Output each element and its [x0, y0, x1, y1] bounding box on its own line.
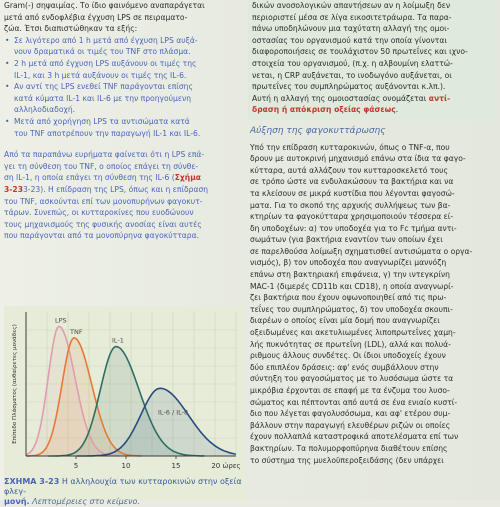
text-line: νουν δραματικά οι τιμές του TNF στο πλάσμα.	[14, 47, 191, 57]
text-line: νισμός), β) τον υποδοχέα που αναγνωρίζει μαννόζη	[250, 258, 447, 268]
series-label-2: IL-1	[112, 336, 124, 345]
text-line: διο που λέγεται φαγολυσόσωμα, και αφ' ετέρου συμ-	[250, 409, 451, 419]
text-line: μικρόβια έρχονται σε επαφή με τα ένζυμα του λυσο-	[250, 386, 450, 395]
highlight-box	[248, 0, 496, 120]
text-line: τα κλείσουν σε μικρά κυστίδια που λέγονται φαγοσώ-	[250, 188, 455, 198]
figure-caption	[4, 477, 244, 507]
series-label-1: TNF	[70, 327, 83, 336]
caption-label: ΣΧΗΜΑ 3-23	[4, 477, 60, 486]
text-line: MAC-1 (διμερές CD11b και CD18), η οποία αναγνωρί-	[250, 281, 454, 291]
text-line: οστασίας του οργανισμού κατά την οποία γίνονται	[252, 35, 447, 45]
text-line: το σύστημα της μυελοϋπεροξειδάσης (δεν υπάρχει	[250, 455, 444, 465]
caption-line	[4, 497, 244, 507]
x-tick-label: 10	[121, 462, 131, 470]
text-line: σωμάτων (για βακτήρια εναντίον των οποίων έχει	[250, 235, 443, 245]
caption-line	[4, 477, 244, 497]
emphasis-text: αντί-	[428, 93, 451, 103]
text-line: Από τα παραπάνω ευρήματα φαίνεται ότι η LPS επά-	[4, 150, 205, 160]
text-line: διαφοροποιήσεις σε τουλάχιστον 50 πρωτεΐνες και ιχνο-	[252, 47, 468, 57]
figure-3-23	[4, 306, 244, 500]
text-line: του TNF, ασκούνται επί των μονοπυρήνων φαγοκυτ-	[4, 196, 203, 206]
bullet-item	[4, 116, 244, 139]
text-line: επάνω στη βακτηριακή επιφάνεια, γ) την ιντεγκρίνη	[250, 270, 450, 280]
text-line: Μετά από χορήγηση LPS τα αντισώματα κατά	[14, 116, 190, 126]
text-line: οξειδωμένες και ακετυλιωμένες λιποπρωτεΐνες χαμη-	[250, 328, 456, 338]
text-line: δύο επιπλέον δράσεις: αφ' ενός συμβάλλουν στην	[250, 362, 439, 372]
text-line: IL-1, και 3 h μετά αυξάνουν οι τιμές της IL-6.	[14, 70, 187, 80]
text-line: σύντηξη του φαγοσώματος με το λυσόσωμα ώστε τα	[250, 374, 454, 384]
section-heading: Αύξηση της φαγοκυττάρωσης	[250, 125, 386, 136]
bullet-dot-icon: •	[5, 82, 10, 92]
text-line: Υπό την επίδραση κυτταροκινών, όπως ο TNF-α, που	[250, 142, 450, 152]
x-tick-label: 15	[171, 462, 181, 470]
emphasis-text: δραση ή απόκριση οξείας φάσεως	[252, 105, 396, 115]
text-line: Αν αντί της LPS ενεθεί TNF παράγονται επίσης	[14, 82, 193, 92]
text-line: τεΐνες του συμπληρώματος, δ) τον υποδοχέα σκουπι-	[250, 304, 453, 314]
text-line	[252, 93, 492, 105]
text-line: βάλλουν στην παραγωγή ελευθέρων ριζών οι οποίες	[250, 420, 451, 430]
y-axis-label: Επίπεδο Πλάσματος (αυθαίρετες μονάδες)	[12, 324, 18, 444]
caption-text: Η αλληλουχία των κυτταροκινών στην οξεία φλεγ-	[4, 477, 242, 496]
text-line: Σε λιγότερο από 1 h μετά από έγχυση LPS αυξά-	[14, 35, 198, 45]
x-unit-label: 20 ώρες	[211, 462, 241, 470]
text-line: βακτηρίων. Τα πολυμορφοπύρηνα διαθέτουν επίσης	[250, 443, 448, 453]
text-line: νεται, η CRP αυξάνεται, το ινοδωγόνο αυξάνεται, οι	[252, 70, 452, 80]
text-line: δικών ανοσολογικών απαντήσεων αν η λοίμωξη δεν	[252, 1, 451, 10]
text-line: δη υποδοχέων: α) τον υποδοχέα για το Fc τμήμα αντι-	[250, 223, 457, 233]
text-line	[252, 104, 492, 116]
series-label-3: IL-6 / IL-8	[158, 408, 189, 417]
text-line: κτηρίων τα φαγοκύτταρα χρησιμοποιούν τέσσερα εί-	[250, 212, 454, 222]
text-span: .	[395, 105, 399, 115]
text-line	[4, 172, 244, 184]
text-line: ριθμους άλλους συνδέτες. Οι ίδιοι υποδοχείς έχουν	[250, 351, 446, 361]
bullet-dot-icon: •	[5, 116, 10, 126]
figure-reference: Σχήμα	[174, 173, 201, 183]
text-span: ση IL-1, η οποία επάγει τη σύνθεση της IL-6 (	[4, 173, 175, 183]
right-column	[250, 0, 496, 466]
figure-reference: 3-23	[4, 184, 24, 194]
text-line: περιοριστεί μέσα σε λίγα εικοσιτετράωρα. Τα παρα-	[252, 12, 452, 22]
cytokine-chart	[4, 306, 244, 478]
text-line: έχουν πολλαπλά καταστροφικά αποτελέσματα επί των	[250, 432, 459, 442]
text-line: 2 h μετά από έγχυση LPS αυξάνουν οι τιμές της	[14, 58, 197, 68]
text-line: διαρέων ο οποίος είναι μία δομή που αναγνωρίζει	[250, 316, 440, 326]
bullet-item	[4, 81, 244, 116]
text-line: Gram(-) σηψαιμίας. Το ίδιο φαινόμενο αναπαράγεται	[4, 1, 205, 10]
bullet-item	[4, 35, 244, 58]
right-body-text	[250, 142, 496, 467]
text-span: 3-23). Η επίδραση της LPS, όπως και η επίδραση	[23, 184, 209, 194]
text-line: πάνω υποδηλώνουν μια ταχύτατη αλλαγή της ομοι-	[252, 24, 450, 34]
caption-text-cont: μονή.	[4, 497, 30, 506]
text-line: κύτταρα, αυτά αλλάζουν τον κυτταροσκελετό τους	[250, 165, 448, 175]
text-line: δρουν με αυτοκρινή μηχανισμό επάνω στα ίδια τα φαγο-	[250, 154, 466, 164]
text-line: ματα. Για το σκοπό της αρχικής συλλήψεως των βα-	[250, 200, 451, 210]
text-line: ζει βακτήρια που έχουν οψωνοποιηθεί από τις πρω-	[250, 293, 447, 303]
bullet-dot-icon: •	[5, 58, 10, 68]
text-line: στοιχεία του οργανισμού, (π.χ. η αλβουμίνη ελαττώ-	[252, 58, 453, 68]
text-line: σώματος και πέπτονται από αυτά σε ένα ενιαίο κυστί-	[250, 397, 458, 407]
text-line: σε τρόπο ώστε να ενδυλακώσουν τα βακτήρια και να	[250, 177, 454, 187]
text-line: σε παρελθούσα λοίμωξη σχηματισθεί αντισώματα ο οργα-	[250, 246, 473, 256]
x-tick-label: 5	[73, 462, 79, 470]
text-line: που παράγονται από τα μονοπύρηνα φαγοκύτταρα.	[4, 231, 200, 241]
text-line: πρωτεΐνες του συμπληρώματος αυξάνονται κ.λπ.).	[252, 82, 446, 92]
bullet-item	[4, 58, 244, 81]
series-label-0: LPS	[55, 316, 67, 325]
text-line: κατά κύματα IL-1 και IL-6 με την προηγούμενη	[14, 93, 192, 103]
bullet-dot-icon: •	[5, 35, 10, 45]
caption-note: Λεπτομέρειες στο κείμενο.	[32, 497, 140, 506]
text-line	[4, 184, 244, 196]
text-line: του TNF αποτρέπουν την παραγωγή IL-1 και IL-6.	[14, 128, 201, 138]
text-line: τους μηχανισμούς της φυσικής ανοσίας είναι αυτές	[4, 219, 202, 229]
text-line: γει τη σύνθεση του TNF, ο οποίος επάγει τη σύνθε-	[4, 161, 199, 171]
text-line: μετά από ενδοφλέβια έγχυση LPS σε πειραματο-	[4, 12, 188, 22]
text-line: αλληλοδιαδοχή.	[14, 105, 76, 115]
left-column	[4, 0, 244, 242]
text-line: ζώα. Έτσι διαπιστώθηκαν τα εξής:	[4, 24, 138, 34]
text-span: Αυτή η αλλαγή της ομοιοστασίας ονομάζεται	[252, 93, 427, 103]
text-line: τάρων. Συνεπώς, οι κυτταροκίνες που ευοδώνουν	[4, 208, 194, 218]
text-line: λής πυκνότητας σε πρωτεΐνη (LDL), αλλά και πολυά-	[250, 339, 451, 349]
